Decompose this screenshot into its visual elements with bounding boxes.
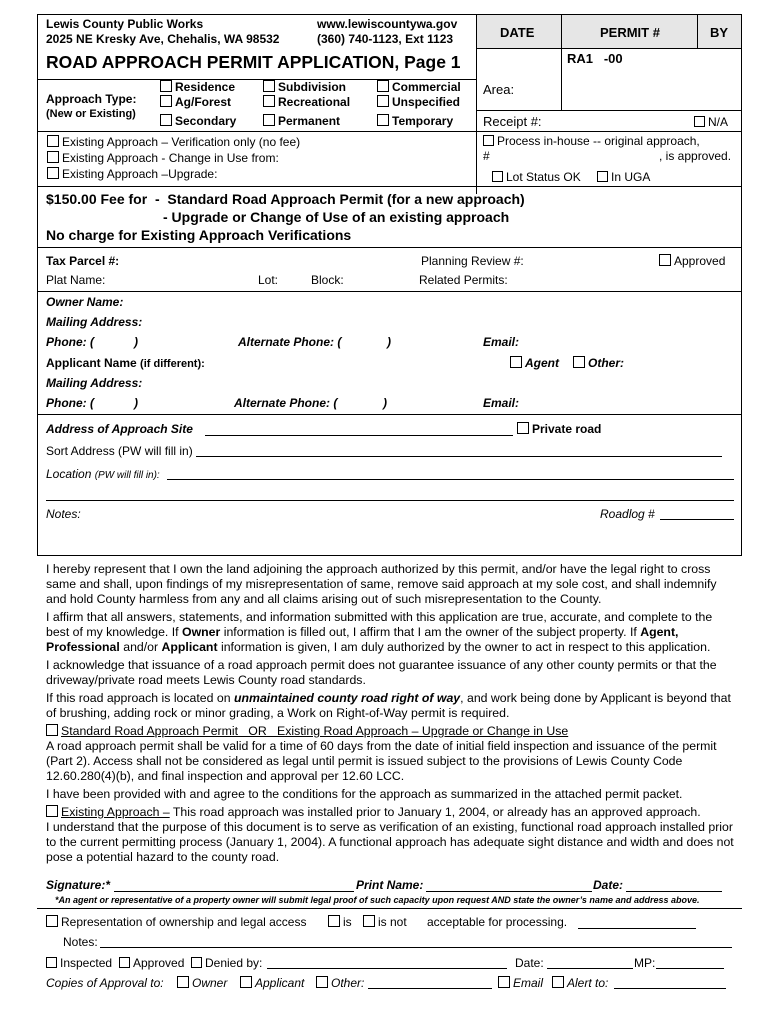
is-not-checkbox[interactable] [363,915,375,927]
copy-other-checkbox[interactable] [316,976,328,988]
related-permits-label: Related Permits: [419,273,508,287]
is-label: is [343,915,352,929]
other-checkbox[interactable] [573,356,585,368]
alert-field[interactable] [614,988,726,989]
uga-checkbox[interactable] [597,171,608,182]
is-not-option[interactable] [363,915,407,929]
applicant-mailing-label: Mailing Address: [46,376,143,390]
receipt-label: Receipt #: [483,114,542,129]
existing-change-option[interactable] [47,151,279,165]
existing-upgrade-option[interactable] [47,167,217,181]
print-name-field[interactable] [426,891,592,892]
signature-date-label: Date: [593,878,624,892]
standard-label: Standard Road Approach Permit OR Existing Road Approach – Upgrade or Change in Use [61,724,569,738]
location-field[interactable] [167,479,734,480]
applicant-phone-label: Phone: ( [46,396,94,410]
temporary-option[interactable] [377,114,453,128]
representation-checkbox[interactable] [46,915,58,927]
na-checkbox[interactable] [694,116,705,127]
agent-label: Agent [525,356,559,370]
legal-paragraph-5: A road approach permit shall be valid for a time of 60 days from the date of initial field inspection and issuance of the permit (Part 2). Access shall not be considered as legal until permit is issued subject to the provisions of Lewis County Code 12.60.280(4)(b), and final inspection and approval per 12.60 LCC. [46,739,717,783]
p2-owner: Owner [182,625,221,639]
agency-website[interactable]: www.lewiscountywa.gov [317,17,458,31]
is-option[interactable] [328,915,352,929]
is-checkbox[interactable] [328,915,340,927]
permit-number: RA1 -00 [567,51,623,66]
recreational-option[interactable] [263,95,350,109]
uga-option[interactable] [597,170,650,184]
commercial-label: Commercial [392,80,461,94]
p2-text-b: information is filled out, I affirm that I am the owner of the subject property. If [220,625,641,639]
print-name-label: Print Name: [356,878,424,892]
agent-option[interactable] [510,356,559,370]
p4-text-a: If this road approach is located on [46,691,234,705]
denied-checkbox[interactable] [191,957,202,968]
is-not-label: is not [378,915,407,929]
copy-owner-label: Owner [192,976,228,990]
legal-paragraph-1: I hereby represent that I own the land adjoining the approach authorized by this permit, and/or have the legal right to cross same and shall, upon findings of my misrepresentation of same, remove said approach at my sole cost, and shall indemnify and hold County harmless from any and all claims arising out of such misrepresentation to the County. [46,562,717,606]
recreational-label: Recreational [278,95,351,109]
location-field-2[interactable] [46,500,734,501]
existing-upgrade-checkbox[interactable] [47,167,59,179]
na-option[interactable] [694,115,728,129]
unspecified-checkbox[interactable] [377,95,389,107]
existing-approach-option[interactable] [46,805,736,820]
lot-status-option[interactable] [492,170,581,184]
owner-alt-phone-close: ) [387,335,391,349]
existing-change-label: Existing Approach - Change in Use from: [62,151,279,165]
owner-email-label: Email: [483,335,520,349]
approach-site-label: Address of Approach Site [46,422,193,436]
representation-label: Representation of ownership and legal access [61,915,307,929]
permanent-checkbox[interactable] [263,114,275,126]
other-option[interactable] [573,356,624,370]
approach-type-label: Approach Type: [46,92,137,106]
standard-option[interactable] [46,724,736,739]
approach-site-field[interactable] [205,435,513,436]
permit-header: PERMIT # [600,25,660,40]
copy-applicant-checkbox[interactable] [240,976,252,988]
denied-by-field[interactable] [267,968,507,969]
applicant-alt-phone-label: Alternate Phone: ( [234,396,338,410]
footer-date-field[interactable] [547,968,633,969]
applicant-if-different: (if different): [140,358,205,370]
fee-line-3: No charge for Existing Approach Verifications [46,227,352,243]
p4-text-b: , and work being done by Applicant is beyond that of brushing, adding rock or minor grading, a Work on Right-of-Way permit is required. [46,691,731,720]
private-road-label: Private road [532,422,602,436]
agency-address: 2025 NE Kresky Ave, Chehalis, WA 98532 [46,32,280,46]
copy-email-checkbox[interactable] [498,976,510,988]
inspected-option[interactable] [46,956,112,970]
p2-text-d: information is given, I am duly authorized by the owner to act in respect to this application. [217,640,711,654]
lot-status-label: Lot Status OK [506,170,581,184]
copy-applicant-option[interactable] [240,976,304,990]
notes-label: Notes: [46,507,81,521]
acceptable-field[interactable] [578,928,696,929]
copy-email-option[interactable] [498,976,543,990]
signature-label: Signature:* [46,878,111,892]
unspecified-option[interactable] [377,95,460,109]
secondary-option[interactable] [160,114,236,128]
copy-owner-checkbox[interactable] [177,976,189,988]
signature-date-field[interactable] [626,891,722,892]
inhouse-text: Process in-house -- original approach, [497,134,700,148]
existing-approach-label: Existing Approach – [61,805,170,819]
tax-parcel-label: Tax Parcel #: [46,254,120,268]
na-label: N/A [708,115,729,129]
lot-status-checkbox[interactable] [492,171,503,182]
applicant-email-label: Email: [483,396,520,410]
secondary-checkbox[interactable] [160,114,172,126]
alert-option[interactable] [552,976,608,990]
location-label [46,467,160,481]
sort-address-field[interactable] [196,456,722,457]
p2-text-a: I affirm that all answers, statements, and information submitted with this application are true, accurate, and complete to the best of my knowledge. If [46,610,713,639]
copy-other-field[interactable] [368,988,492,989]
agent-checkbox[interactable] [510,356,522,368]
denied-option[interactable] [191,956,262,970]
copies-label: Copies of Approval to: [46,976,164,990]
applicant-name-label [46,356,205,370]
roadlog-label: Roadlog # [600,507,655,521]
legal-paragraph-6: I have been provided with and agree to the conditions for the approach as summarized in the attached permit packet. [46,787,683,801]
other-label: Other: [588,356,624,370]
signature-note: *An agent or representative of a property owner will submit legal proof of such capacity upon request AND state the owner’s name and address above. [55,895,700,905]
inhouse-option[interactable] [483,134,700,148]
inhouse-approved: , is approved. [659,149,732,163]
ag-forest-label: Ag/Forest [175,95,232,109]
lot-label: Lot: [258,273,279,287]
subdivision-option[interactable] [263,80,346,94]
acceptable-label: acceptable for processing. [427,915,568,929]
agency-name: Lewis County Public Works [46,17,204,31]
footer-notes-field[interactable] [100,947,732,948]
fee-line-2: - Upgrade or Change of Use of an existing approach [163,209,510,225]
existing-verification-label: Existing Approach – Verification only (no fee) [62,135,301,149]
approved-checkbox[interactable] [659,254,671,266]
approach-type-sublabel: (New or Existing) [46,108,136,120]
by-header: BY [710,25,729,40]
applicant-phone-close: ) [134,396,138,410]
mp-field[interactable] [656,968,724,969]
existing-verification-checkbox[interactable] [47,135,59,147]
ag-forest-option[interactable] [160,95,231,109]
existing-approach-checkbox[interactable] [46,805,58,817]
residence-label: Residence [175,80,236,94]
fee-line-1: $150.00 Fee for - Standard Road Approach Permit (for a new approach) [46,191,525,207]
copy-other-option[interactable] [316,976,364,990]
footer-approved-option[interactable] [119,956,184,970]
approved-option[interactable] [659,254,725,268]
location-text: Location [46,467,92,481]
inhouse-checkbox[interactable] [483,135,494,146]
permanent-option[interactable] [263,114,340,128]
private-road-option[interactable] [517,422,601,436]
planning-review-label: Planning Review #: [421,254,524,268]
legal-paragraph-3: I acknowledge that issuance of a road approach permit does not guarantee issuance of any other county permits or that the driveway/private road meets Lewis County road standards. [46,658,717,687]
block-label: Block: [311,273,344,287]
subdivision-checkbox[interactable] [263,80,275,92]
owner-name-label: Owner Name: [46,295,124,309]
approved-label: Approved [674,254,726,268]
legal-paragraph-7: I understand that the purpose of this document is to serve as verification of an existing, functional road approach installed prior to the current permitting process (January 1, 2004). A functional approach has adequate sight distance and width and does not pose a potential hazard to the county road. [46,820,734,864]
copy-owner-option[interactable] [177,976,227,990]
existing-upgrade-label: Existing Approach –Upgrade: [62,167,218,181]
existing-approach-text: This road approach was installed prior to January 1, 2004, or already has an approved approach. [169,805,701,819]
agency-phone: (360) 740-1123, Ext 1123 [317,32,454,46]
alert-checkbox[interactable] [552,976,564,988]
private-road-checkbox[interactable] [517,422,529,434]
temporary-checkbox[interactable] [377,114,389,126]
p2-text-c: and/or [119,640,162,654]
denied-label: Denied by: [205,956,263,970]
date-header: DATE [500,25,535,40]
inspected-checkbox[interactable] [46,957,57,968]
alert-label: Alert to: [567,976,609,990]
unspecified-label: Unspecified [392,95,461,109]
owner-phone-close: ) [134,335,138,349]
owner-phone-label: Phone: ( [46,335,94,349]
residence-option[interactable] [160,80,235,94]
signature-field[interactable] [114,891,354,892]
footer-notes-label: Notes: [63,935,98,949]
legal-paragraph-2 [46,610,736,655]
existing-verification-option[interactable] [47,135,300,149]
footer-approved-label: Approved [133,956,185,970]
footer-date-label: Date: [515,956,544,970]
owner-mailing-label: Mailing Address: [46,315,143,329]
p4-bold: unmaintained county road right of way [233,691,461,705]
inhouse-hash: # [483,149,490,163]
commercial-checkbox[interactable] [377,80,389,92]
ag-forest-checkbox[interactable] [160,95,172,107]
legal-paragraph-4 [46,691,736,721]
roadlog-field[interactable] [660,519,734,520]
applicant-name-text: Applicant Name [46,356,137,370]
p2-agent: Agent, Professional [46,625,679,654]
p2-applicant: Applicant [161,640,218,654]
copy-other-label: Other: [331,976,365,990]
footer-approved-checkbox[interactable] [119,957,130,968]
mp-label: MP: [634,956,656,970]
inspected-label: Inspected [60,956,113,970]
standard-checkbox[interactable] [46,724,58,736]
owner-alt-phone-label: Alternate Phone: ( [238,335,342,349]
uga-label: In UGA [611,170,651,184]
sort-address-label: Sort Address (PW will fill in) [46,444,193,458]
location-note: (PW will fill in): [94,470,160,481]
copy-applicant-label: Applicant [255,976,305,990]
permanent-label: Permanent [278,114,341,128]
legal-section [46,562,736,865]
recreational-checkbox[interactable] [263,95,275,107]
residence-checkbox[interactable] [160,80,172,92]
temporary-label: Temporary [392,114,454,128]
plat-name-label: Plat Name: [46,273,106,287]
existing-change-checkbox[interactable] [47,151,59,163]
secondary-label: Secondary [175,114,237,128]
area-label: Area: [483,82,515,97]
commercial-option[interactable] [377,80,461,94]
page-title: ROAD APPROACH PERMIT APPLICATION, Page 1 [46,52,461,72]
copy-email-label: Email [513,976,544,990]
representation-option[interactable] [46,915,306,929]
applicant-alt-phone-close: ) [383,396,387,410]
subdivision-label: Subdivision [278,80,347,94]
